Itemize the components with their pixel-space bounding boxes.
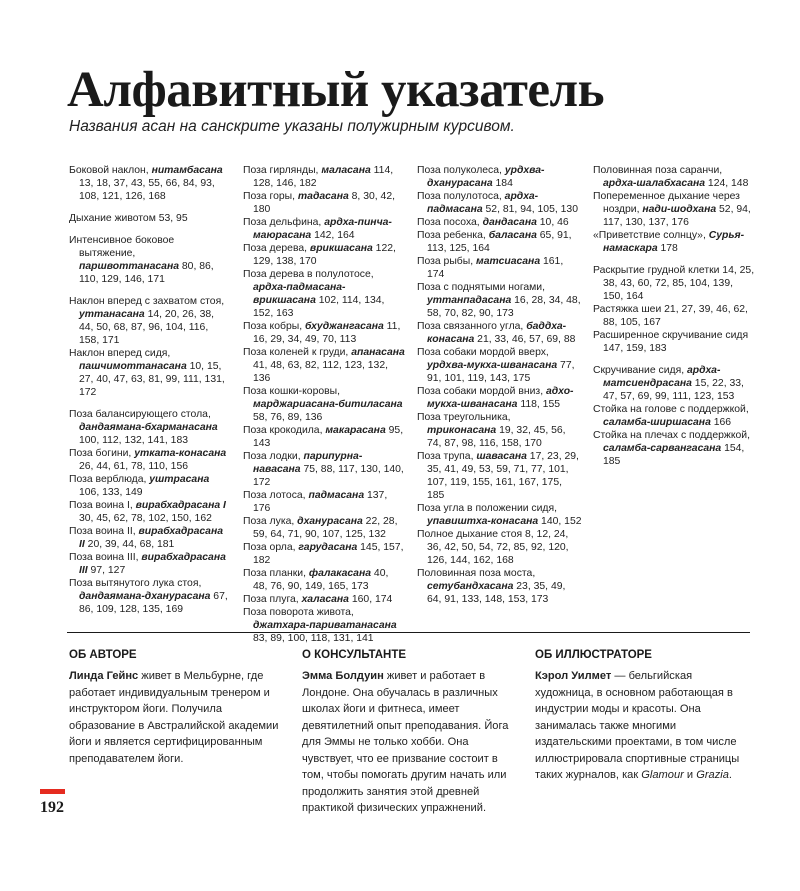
- index-entry-pages: 52, 81, 94, 105, 130: [482, 204, 578, 215]
- index-entry-sanskrit: фалакасана: [308, 568, 372, 579]
- author-bio-text: живет в Мельбурне, где работает индивидуальным тренером и инструктором йоги. Получила образование в Австралийской академии йоги и является сертифицированным преподавателем йоги.: [69, 670, 279, 765]
- index-entry-sanskrit: паршвоттанасана: [79, 261, 179, 272]
- index-entry-label: Поза с поднятыми ногами,: [417, 282, 546, 293]
- index-entry-label: Половинная поза саранчи,: [593, 165, 723, 176]
- index-entry-sanskrit: адхо-мукха-шванасана: [427, 386, 574, 410]
- index-entry: [69, 212, 229, 225]
- index-entry: [417, 190, 582, 216]
- index-entry-label: Поза лотоса,: [243, 490, 309, 501]
- index-entry-sanskrit: шавасана: [476, 451, 527, 462]
- index-entry: [417, 164, 582, 190]
- index-entry-sanskrit: маласана: [321, 165, 371, 176]
- index-entry: [243, 489, 405, 515]
- index-entry-pages: 13, 18, 37, 43, 55, 66, 84, 93, 108, 121, 126, 168: [79, 178, 215, 202]
- consultant-heading: О КОНСУЛЬТАНТЕ: [302, 649, 407, 661]
- index-entry-pages: 30, 45, 62, 78, 102, 150, 162: [79, 513, 212, 524]
- index-entry-sanskrit: саламба-сарвангасана: [603, 443, 722, 454]
- index-entry: [243, 346, 405, 385]
- index-entry-label: Стойка на голове с поддержкой,: [593, 404, 749, 415]
- index-entry-label: Поза балансирующего стола,: [69, 409, 211, 420]
- index-entry-sanskrit: баласана: [488, 230, 537, 241]
- index-entry: [243, 593, 405, 606]
- index-entry-label: Боковой наклон,: [69, 165, 152, 176]
- index-entry-sanskrit: халасана: [301, 594, 349, 605]
- index-entry-sanskrit: дханурасана: [297, 516, 363, 527]
- author-bio: [69, 668, 285, 767]
- index-entry-pages: 154, 185: [603, 443, 745, 467]
- index-entry-sanskrit: дандаямана-дханурасана: [79, 591, 211, 602]
- index-entry-label: Поза лука,: [243, 516, 298, 527]
- index-entry-label: Поза воина I,: [69, 500, 136, 511]
- index-entry-label: Поза поворота живота,: [243, 607, 354, 618]
- index-entry-label: Поза треугольника,: [417, 412, 511, 423]
- index-entry-pages: 58, 76, 89, 136: [253, 412, 323, 423]
- index-entry: [593, 229, 755, 255]
- index-entry-sanskrit: упавиштха-конасана: [427, 516, 539, 527]
- index-entry-pages: 118, 155: [517, 399, 560, 410]
- index-entry-sanskrit: Сурья-намаскара: [603, 230, 745, 254]
- index-entry-sanskrit: уттанасана: [79, 309, 145, 320]
- index-entry-sanskrit: уттанпадасана: [427, 295, 512, 306]
- index-entry-sanskrit: урдхва-мукха-шванасана: [427, 360, 558, 371]
- index-entry-label: Наклон вперед с захватом стоя,: [69, 296, 225, 307]
- index-entry-sanskrit: триконасана: [427, 425, 497, 436]
- index-entry-label: Поза крокодила,: [243, 425, 326, 436]
- index-entry-pages: 100, 112, 132, 141, 183: [79, 435, 189, 446]
- index-entry: [417, 450, 582, 502]
- index-entry-pages: 166: [710, 417, 732, 428]
- index-entry-pages: 10, 15, 27, 40, 47, 63, 81, 99, 111, 131, 172: [79, 361, 225, 398]
- index-entry-label: Поза связанного угла,: [417, 321, 527, 332]
- index-entry-label: Поза кобры,: [243, 321, 305, 332]
- index-entry-label: Интенсивное боковое вытяжение,: [69, 235, 175, 259]
- index-entry-pages: 145, 157, 182: [253, 542, 404, 566]
- index-entry-pages: 22, 28, 59, 64, 71, 90, 107, 125, 132: [253, 516, 398, 540]
- author-heading: ОБ АВТОРЕ: [69, 649, 137, 661]
- index-entry-sanskrit: парипурна-навасана: [253, 451, 363, 475]
- page-number: 192: [40, 799, 64, 816]
- index-entry-label: Поза кошки-коровы,: [243, 386, 341, 397]
- index-entry-sanskrit: апанасана: [351, 347, 405, 358]
- index-entry: [243, 242, 405, 268]
- index-column-3: [417, 164, 582, 606]
- index-entry-sanskrit: ардха-матсиендрасана: [603, 365, 721, 389]
- index-entry: [243, 515, 405, 541]
- index-entry-pages: 102, 114, 134, 152, 163: [253, 295, 385, 319]
- index-entry-sanskrit: макарасана: [325, 425, 386, 436]
- illustrator-bio-end: .: [728, 769, 732, 781]
- index-entry-sanskrit: сетубандхасана: [427, 581, 514, 592]
- index-entry-pages: 80, 86, 110, 129, 146, 171: [79, 261, 214, 285]
- index-entry-pages: 140, 152: [538, 516, 582, 527]
- page-number-accent-bar: [40, 789, 65, 794]
- index-entry-sanskrit: ардха-пинча-маюрасана: [253, 217, 392, 241]
- consultant-section: [302, 648, 518, 817]
- index-entry-label: Поза рыбы,: [417, 256, 477, 267]
- index-entry-pages: 16, 28, 34, 48, 58, 70, 82, 90, 173: [427, 295, 581, 319]
- index-entry-pages: 106, 133, 149: [79, 487, 143, 498]
- index-entry-pages: 178: [657, 243, 678, 254]
- index-entry-pages: 10, 46: [536, 217, 569, 228]
- index-entry: [593, 329, 755, 355]
- index-entry-pages: 23, 35, 49, 64, 91, 133, 148, 153, 173: [427, 581, 566, 605]
- index-entry-label: «Приветствие солнцу»,: [593, 230, 709, 241]
- index-entry-sanskrit: дандаямана-бхарманасана: [79, 422, 218, 433]
- index-entry-sanskrit: ардха-шалабхасана: [603, 178, 706, 189]
- index-entry-label: Дыхание животом 53, 95: [69, 213, 188, 224]
- index-entry-label: Поза вытянутого лука стоя,: [69, 578, 202, 589]
- index-entry: [417, 528, 582, 567]
- index-entry-sanskrit: матсиасана: [476, 256, 541, 267]
- index-entry: [69, 408, 229, 447]
- index-entry: [243, 385, 405, 424]
- index-entry: [69, 295, 229, 347]
- index-entry-label: Поза богини,: [69, 448, 135, 459]
- illustrator-bio-text: — бельгийская художница, в основном работающая в индустрии моды и красоты. Она занималась также многими издательскими проектами, в том числе иллюстрировала спортивные страницы таких журналов, как: [535, 670, 740, 781]
- index-entry: [593, 164, 755, 190]
- index-entry-pages: 14, 20, 26, 38, 44, 50, 68, 87, 96, 104, 116, 158, 171: [79, 309, 215, 346]
- index-entry: [69, 164, 229, 203]
- index-entry-sanskrit: баддха-конасана: [427, 321, 567, 345]
- index-entry-pages: 137, 176: [253, 490, 388, 514]
- index-entry-pages: 15, 22, 33, 47, 57, 69, 99, 111, 123, 153: [603, 378, 744, 402]
- page-subtitle: Названия асан на санскрите указаны полужирным курсивом.: [69, 118, 515, 135]
- illustrator-heading: ОБ ИЛЛЮСТРАТОРЕ: [535, 649, 652, 661]
- index-entry-sanskrit: саламба-ширшасана: [603, 417, 711, 428]
- index-entry: [417, 502, 582, 528]
- index-entry-sanskrit: нади-шодхана: [642, 204, 717, 215]
- index-entry: [417, 320, 582, 346]
- index-entry: [417, 385, 582, 411]
- index-entry: [243, 606, 405, 645]
- index-entry-label: Поза дерева в полулотосе,: [243, 269, 374, 280]
- index-entry-sanskrit: вирабхадрасана I: [135, 500, 226, 511]
- index-entry-pages: 67, 86, 109, 128, 135, 169: [79, 591, 228, 615]
- index-entry: [593, 429, 755, 468]
- index-entry-sanskrit: бхуджангасана: [304, 321, 384, 332]
- author-name: Линда Гейнс: [69, 670, 139, 682]
- index-entry-label: Поза дерева,: [243, 243, 310, 254]
- index-entry-pages: 40, 48, 76, 90, 149, 165, 173: [253, 568, 389, 592]
- magazine-grazia: Grazia: [696, 769, 729, 781]
- index-entry-label: Поза орла,: [243, 542, 299, 553]
- index-entry-sanskrit: дандасана: [482, 217, 537, 228]
- index-entry: [243, 424, 405, 450]
- index-entry: [69, 577, 229, 616]
- index-entry-pages: 19, 32, 45, 56, 74, 87, 98, 116, 158, 170: [427, 425, 566, 449]
- index-column-4: [593, 164, 755, 468]
- index-entry: [417, 281, 582, 320]
- index-entry-pages: 114, 128, 146, 182: [253, 165, 394, 189]
- consultant-bio: [302, 668, 518, 817]
- index-entry-label: Попеременное дыхание через ноздри,: [593, 191, 740, 215]
- index-entry-sanskrit: марджариасана-битиласана: [253, 399, 403, 410]
- index-entry-label: Поза посоха,: [417, 217, 483, 228]
- author-section: [69, 648, 285, 767]
- index-entry-label: Поза дельфина,: [243, 217, 325, 228]
- index-entry: [417, 255, 582, 281]
- index-entry-sanskrit: ардха-падмасана-врикшасана: [253, 282, 346, 306]
- index-entry-label: Поза собаки мордой вниз,: [417, 386, 546, 397]
- index-entry: [69, 347, 229, 399]
- index-entry-pages: 160, 174: [348, 594, 393, 605]
- index-entry-label: Поза полулотоса,: [417, 191, 505, 202]
- illustrator-bio-mid: и: [683, 769, 697, 781]
- index-entry-label: Стойка на плечах с поддержкой,: [593, 430, 750, 441]
- index-entry: [243, 164, 405, 190]
- index-column-2: [243, 164, 405, 645]
- index-entry-label: Поза верблюда,: [69, 474, 150, 485]
- index-entry-label: Поза коленей к груди,: [243, 347, 352, 358]
- index-entry: [243, 268, 405, 320]
- index-entry-label: Поза ребенка,: [417, 230, 489, 241]
- index-entry: [243, 190, 405, 216]
- index-entry-label: Поза лодки,: [243, 451, 304, 462]
- index-entry-pages: 122, 129, 138, 170: [253, 243, 396, 267]
- index-entry-pages: 41, 48, 63, 82, 112, 123, 132, 136: [253, 360, 388, 384]
- index-entry-label: Поза горы,: [243, 191, 298, 202]
- index-entry-pages: 52, 94, 117, 130, 137, 176: [603, 204, 751, 228]
- index-entry-sanskrit: врикшасана: [309, 243, 373, 254]
- index-entry-pages: 65, 91, 113, 125, 164: [427, 230, 572, 254]
- index-entry-label: Раскрытие грудной клетки 14, 25, 38, 43, 60, 72, 85, 104, 139, 150, 164: [593, 265, 755, 302]
- index-entry-label: Поза угла в положении сидя,: [417, 503, 558, 514]
- index-entry-label: Растяжка шеи 21, 27, 39, 46, 62, 88, 105, 167: [593, 304, 748, 328]
- index-entry-pages: 26, 44, 61, 78, 110, 156: [79, 461, 188, 472]
- index-entry-sanskrit: ардха-падмасана: [427, 191, 539, 215]
- index-entry-sanskrit: пашчимоттанасана: [79, 361, 187, 372]
- index-entry-pages: 161, 174: [427, 256, 564, 280]
- index-entry: [417, 411, 582, 450]
- page-title: Алфавитный указатель: [67, 62, 605, 118]
- index-entry-label: Расширенное скручивание сидя 147, 159, 183: [593, 330, 749, 354]
- index-entry: [593, 403, 755, 429]
- index-entry: [69, 473, 229, 499]
- index-entry: [243, 541, 405, 567]
- index-entry: [243, 450, 405, 489]
- index-entry-pages: 20, 39, 44, 68, 181: [84, 539, 175, 550]
- consultant-bio-text: живет и работает в Лондоне. Она обучалась в различных школах йоги и фитнеса, имеет девятилетний опыт преподавания. Йога для Эммы не только хобби. Она чувствует, что ее призвание состоит в том, чтобы помогать другим начать или продолжить занятия этой древней практикой физических упражнений.: [302, 670, 509, 814]
- index-entry: [243, 216, 405, 242]
- index-entry-label: Поза планки,: [243, 568, 309, 579]
- illustrator-bio: [535, 668, 751, 784]
- illustrator-name: Кэрол Уилмет: [535, 670, 612, 682]
- consultant-name: Эмма Болдуин: [302, 670, 384, 682]
- index-entry: [417, 229, 582, 255]
- index-entry-label: Поза воина III,: [69, 552, 142, 563]
- index-entry-pages: 184: [492, 178, 513, 189]
- index-column-1: [69, 164, 229, 616]
- index-entry-sanskrit: падмасана: [308, 490, 365, 501]
- index-entry-label: Поза трупа,: [417, 451, 477, 462]
- index-entry-label: Полное дыхание стоя 8, 12, 24, 36, 42, 50, 54, 72, 85, 92, 120, 126, 144, 162, 168: [417, 529, 569, 566]
- index-entry-label: Поза плуга,: [243, 594, 302, 605]
- index-entry-sanskrit: утката-конасана: [134, 448, 227, 459]
- index-entry-label: Поза гирлянды,: [243, 165, 322, 176]
- index-entry-sanskrit: уштрасана: [149, 474, 210, 485]
- index-entry-pages: 17, 23, 29, 35, 41, 49, 53, 59, 71, 77, 101, 107, 119, 155, 161, 167, 175, 185: [427, 451, 579, 501]
- index-entry: [69, 525, 229, 551]
- index-entry-pages: 11, 16, 29, 34, 49, 70, 113: [253, 321, 401, 345]
- index-entry: [593, 264, 755, 303]
- index-entry-pages: 97, 127: [87, 565, 126, 576]
- index-entry: [69, 447, 229, 473]
- index-entry-pages: 77, 91, 101, 119, 143, 175: [427, 360, 575, 384]
- index-entry: [593, 364, 755, 403]
- index-entry-label: Поза собаки мордой вверх,: [417, 347, 549, 358]
- section-divider: [67, 632, 750, 633]
- index-entry-label: Наклон вперед сидя,: [69, 348, 171, 359]
- index-entry: [417, 216, 582, 229]
- index-entry: [243, 320, 405, 346]
- index-entry-pages: 75, 88, 117, 130, 140, 172: [253, 464, 404, 488]
- magazine-glamour: Glamour: [641, 769, 684, 781]
- index-entry: [243, 567, 405, 593]
- index-entry: [593, 190, 755, 229]
- index-entry-sanskrit: тадасана: [297, 191, 349, 202]
- index-entry-label: Поза полуколеса,: [417, 165, 505, 176]
- illustrator-section: [535, 648, 751, 784]
- index-entry-sanskrit: гарудасана: [298, 542, 358, 553]
- index-entry-pages: 21, 33, 46, 57, 69, 88: [474, 334, 576, 345]
- index-entry-pages: 142, 164: [311, 230, 355, 241]
- index-entry-label: Половинная поза моста,: [417, 568, 536, 579]
- index-entry-pages: 83, 89, 100, 118, 131, 141: [253, 633, 374, 644]
- index-entry-label: Скручивание сидя,: [593, 365, 687, 376]
- index-entry: [69, 234, 229, 286]
- index-entry-sanskrit: вирабхадрасана II: [79, 526, 224, 550]
- index-entry-sanskrit: вирабхадрасана III: [79, 552, 226, 576]
- index-entry: [593, 303, 755, 329]
- index-entry: [417, 567, 582, 606]
- index-entry: [69, 551, 229, 577]
- index-entry: [417, 346, 582, 385]
- index-entry-pages: 124, 148: [705, 178, 749, 189]
- index-entry-sanskrit: джатхара-париватанасана: [253, 620, 397, 631]
- index-entry-pages: 95, 143: [253, 425, 404, 449]
- index-entry-sanskrit: урдхва-дханурасана: [427, 165, 545, 189]
- index-entry-label: Поза воина II,: [69, 526, 139, 537]
- index-entry: [69, 499, 229, 525]
- index-entry-pages: 8, 30, 42, 180: [253, 191, 395, 215]
- index-entry-sanskrit: нитамбасана: [151, 165, 223, 176]
